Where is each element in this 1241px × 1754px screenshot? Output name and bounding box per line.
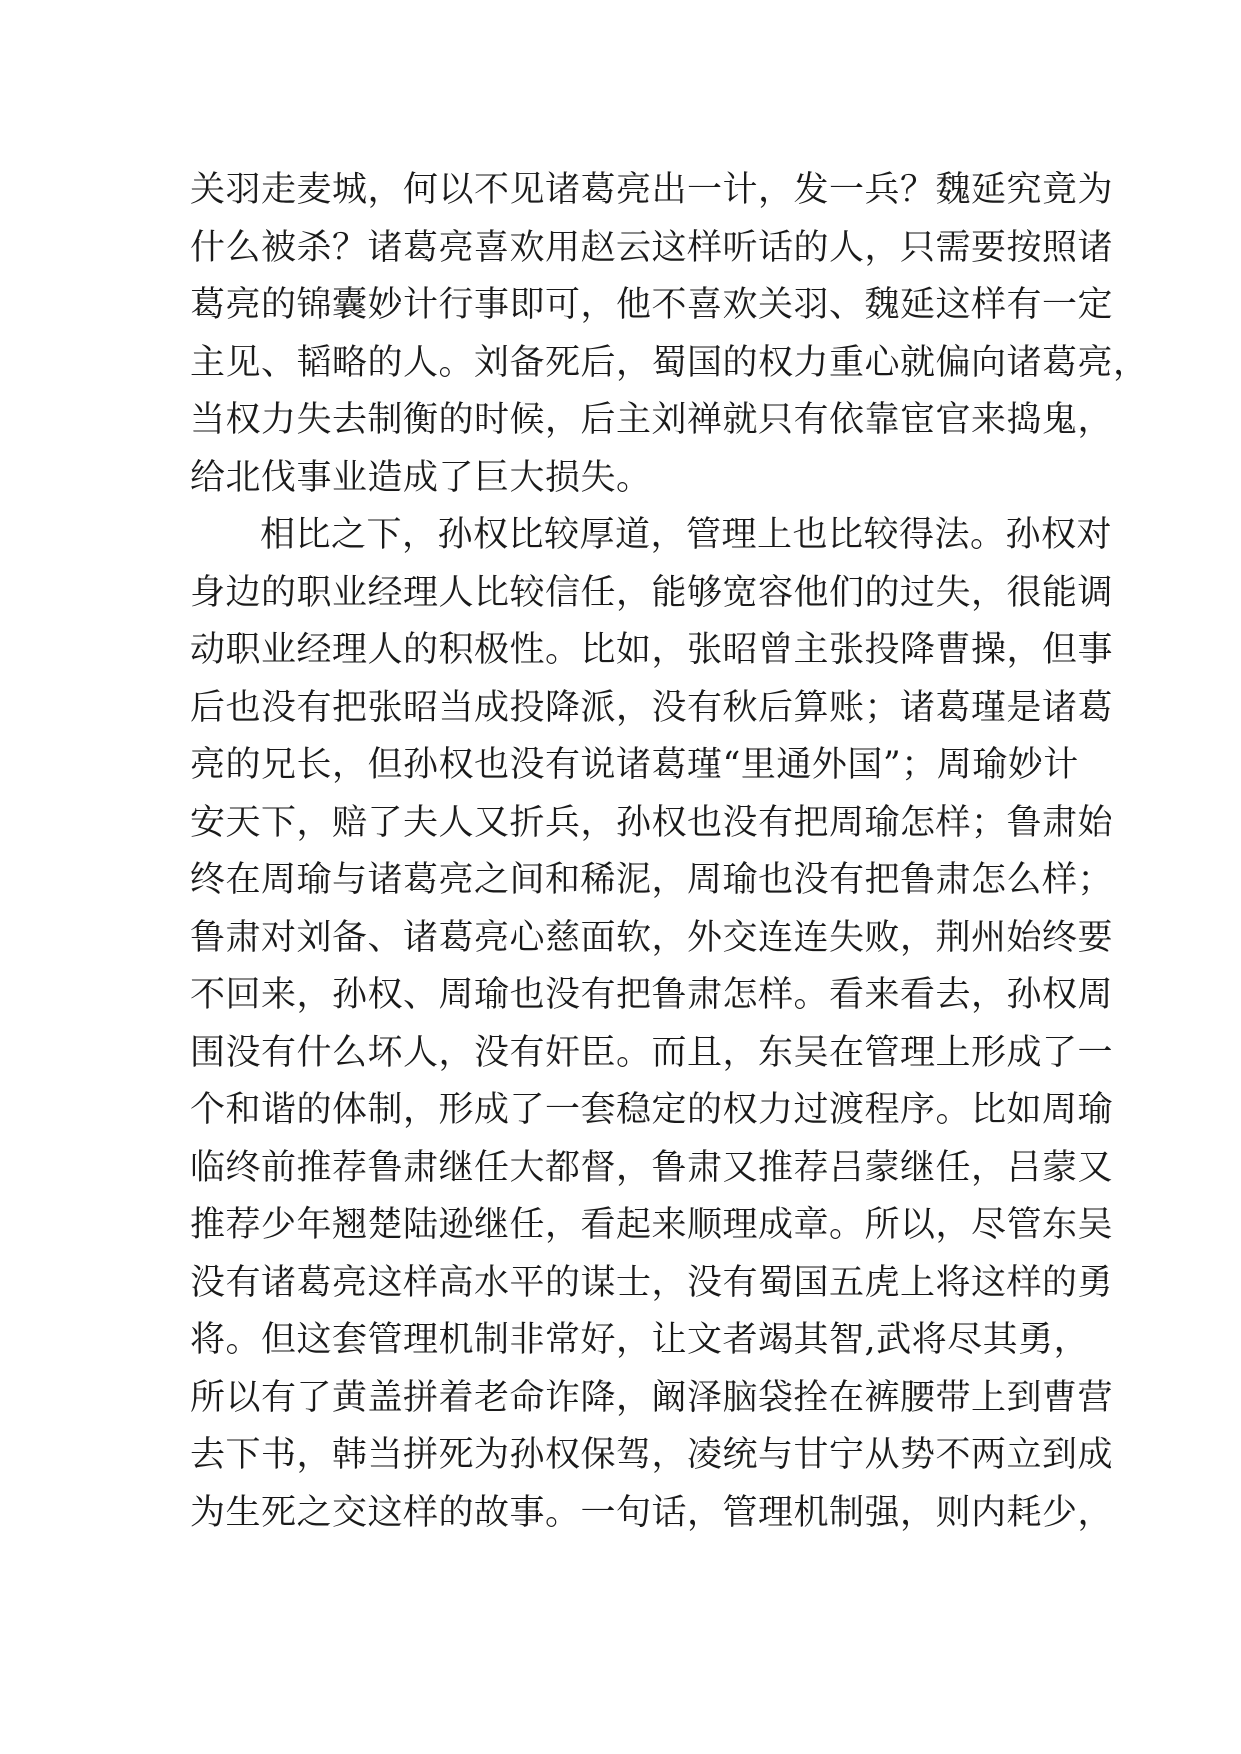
text-line: 给北伐事业造成了巨大损失。 [190, 457, 652, 498]
text-line: 什么被杀？诸葛亮喜欢用赵云这样听话的人，只需要按照诸 [190, 227, 1114, 268]
text-line: 为生死之交这样的故事。一句话，管理机制强，则内耗少， [190, 1492, 1114, 1533]
text-line: 关羽走麦城，何以不见诸葛亮出一计，发一兵？魏延究竟为 [190, 170, 1114, 210]
text-line: 个和谐的体制，形成了一套稳定的权力过渡程序。比如周瑜 [190, 1090, 1114, 1130]
text-line: 葛亮的锦囊妙计行事即可，他不喜欢关羽、魏延这样有一定 [190, 285, 1114, 325]
paragraph-1 [190, 162, 1149, 507]
body-text [190, 162, 1149, 1542]
text-line: 动职业经理人的积极性。比如，张昭曾主张投降曹操，但事 [190, 630, 1114, 670]
text-line-indented: 相比之下，孙权比较厚道，管理上也比较得法。孙权对 [260, 515, 1113, 555]
text-line: 终在周瑜与诸葛亮之间和稀泥，周瑜也没有把鲁肃怎么样； [190, 860, 1114, 900]
text-line: 没有诸葛亮这样高水平的谋士，没有蜀国五虎上将这样的勇 [190, 1262, 1114, 1303]
text-line: 身边的职业经理人比较信任，能够宽容他们的过失，很能调 [190, 572, 1114, 613]
text-line: 围没有什么坏人，没有奸臣。而且，东吴在管理上形成了一 [190, 1032, 1114, 1073]
text-line: 亮的兄长，但孙权也没有说诸葛瑾“里通外国”；周瑜妙计 [190, 745, 1079, 785]
text-line: 推荐少年翘楚陆逊继任，看起来顺理成章。所以，尽管东吴 [190, 1205, 1114, 1245]
text-line: 去下书，韩当拼死为孙权保驾，凌统与甘宁从势不两立到成 [190, 1435, 1114, 1475]
paragraph-2 [190, 507, 1114, 1542]
text-line: 主见、韬略的人。刘备死后，蜀国的权力重心就偏向诸葛亮， [190, 342, 1149, 383]
text-line: 鲁肃对刘备、诸葛亮心慈面软，外交连连失败，荆州始终要 [190, 917, 1114, 958]
text-line: 将。但这套管理机制非常好，让文者竭其智,武将尽其勇， [190, 1320, 1090, 1360]
text-line: 所以有了黄盖拼着老命诈降，阚泽脑袋拴在裤腰带上到曹营 [190, 1377, 1114, 1418]
text-line: 当权力失去制衡的时候，后主刘禅就只有依靠宦官来捣鬼， [190, 400, 1114, 440]
text-line: 后也没有把张昭当成投降派，没有秋后算账；诸葛瑾是诸葛 [190, 687, 1114, 728]
text-line: 安天下，赔了夫人又折兵，孙权也没有把周瑜怎样；鲁肃始 [190, 802, 1114, 843]
text-line: 不回来，孙权、周瑜也没有把鲁肃怎样。看来看去，孙权周 [190, 975, 1114, 1015]
text-line: 临终前推荐鲁肃继任大都督，鲁肃又推荐吕蒙继任，吕蒙又 [190, 1147, 1114, 1188]
